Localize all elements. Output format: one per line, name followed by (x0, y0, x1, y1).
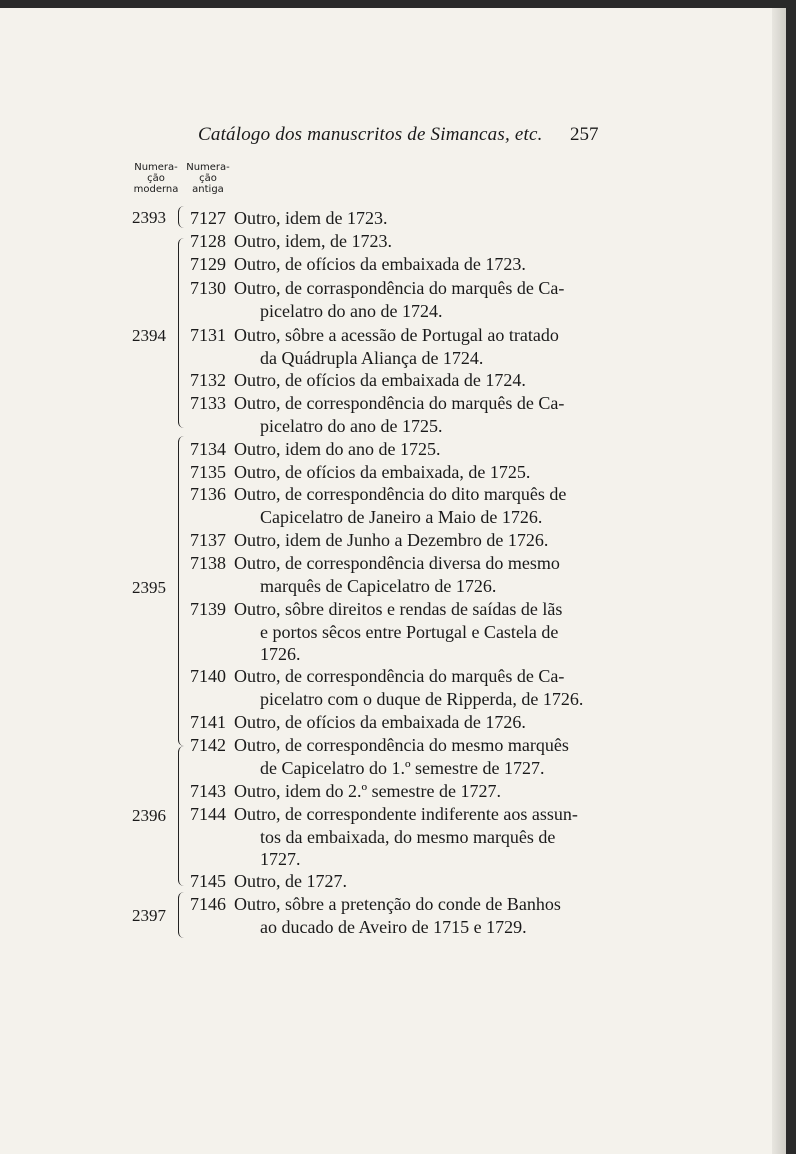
entry-text-line: da Quádrupla Aliança de 1724. (260, 347, 484, 368)
entry-number: 7141 (190, 712, 226, 732)
catalog-entry (190, 207, 610, 230)
catalog-entry (190, 711, 610, 734)
entry-text-line: Outro, de correspondência do marquês de Ca- (234, 393, 565, 413)
entry-number: 7142 (190, 735, 226, 755)
group-number: 2394 (132, 326, 166, 345)
catalog-entry (190, 277, 610, 322)
entry-text-line: picelatro com o duque de Ripperda, de 1726. (260, 688, 584, 709)
entry-text-line: Outro, de correspondência do dito marquês de (234, 484, 567, 504)
catalog-entry (190, 324, 610, 369)
column-header-old (184, 162, 232, 195)
entry-number: 7134 (190, 439, 226, 459)
entry-text-line: Outro, idem, de 1723. (234, 231, 392, 251)
group-brace (178, 436, 187, 746)
entry-number: 7127 (190, 208, 226, 228)
entry-number: 7128 (190, 231, 226, 251)
entry-text-line: 1727. (260, 849, 301, 869)
catalog-entry (190, 230, 610, 253)
entry-text-line: marquês de Capicelatro de 1726. (260, 575, 497, 596)
entry-number: 7145 (190, 871, 226, 891)
group-brace (178, 892, 187, 938)
entry-text-line: e portos sêcos entre Portugal e Castela de (260, 621, 559, 642)
catalog-entry (190, 438, 610, 461)
column-header-old-line: Numera- (186, 162, 230, 173)
running-title: Catálogo dos manuscritos de Simancas, etc. (198, 124, 543, 145)
entry-number: 7140 (190, 666, 226, 686)
group-number: 2395 (132, 578, 166, 597)
entry-number: 7132 (190, 370, 226, 390)
entry-text-line: Outro, idem do ano de 1725. (234, 439, 441, 459)
entry-text-line: Outro, de correspondência do mesmo marquês (234, 735, 569, 755)
group-brace (178, 206, 187, 228)
book-page (0, 8, 786, 1154)
entry-number: 7137 (190, 530, 226, 550)
entry-text-line: Outro, sôbre direitos e rendas de saídas de lãs (234, 599, 563, 619)
catalog-entry (190, 369, 610, 392)
entry-number: 7143 (190, 781, 226, 801)
catalog-entry (190, 461, 610, 484)
entry-number: 7133 (190, 393, 226, 413)
entry-text-line: Outro, sôbre a acessão de Portugal ao tratado (234, 325, 559, 345)
catalog-entry (190, 870, 610, 893)
catalog-entry (190, 893, 610, 938)
entry-text-line: Outro, de ofícios da embaixada de 1723. (234, 254, 526, 274)
entry-number: 7136 (190, 484, 226, 504)
page-number: 257 (570, 124, 599, 145)
group-brace (178, 746, 187, 886)
entry-number: 7135 (190, 462, 226, 482)
entry-text-line: Outro, idem de 1723. (234, 208, 388, 228)
group-number: 2397 (132, 906, 166, 925)
column-header-modern (130, 162, 182, 195)
entry-number: 7139 (190, 599, 226, 619)
catalog-entry (190, 529, 610, 552)
entry-text-line: Outro, de correspondência diversa do mesmo (234, 553, 560, 573)
entry-text-line: de Capicelatro do 1.º semestre de 1727. (260, 757, 545, 778)
entry-number: 7131 (190, 325, 226, 345)
entry-number: 7130 (190, 278, 226, 298)
entry-number: 7144 (190, 804, 226, 824)
page-edge (772, 8, 786, 1154)
entry-text-line: ao ducado de Aveiro de 1715 e 1729. (260, 916, 527, 937)
column-header-modern-line: Numera- (134, 162, 178, 173)
entry-text-line: Capicelatro de Janeiro a Maio de 1726. (260, 506, 543, 527)
entry-text-line: Outro, de correspondente indiferente aos assun- (234, 804, 578, 824)
group-brace (178, 238, 187, 428)
column-header-modern-line: ção (147, 173, 165, 184)
catalog-entry (190, 803, 610, 871)
column-header-old-line: antiga (192, 184, 224, 195)
group-number: 2396 (132, 806, 166, 825)
catalog-entry (190, 392, 610, 437)
entry-text-line: picelatro do ano de 1725. (260, 415, 443, 436)
catalog-entry (190, 734, 610, 779)
column-header-old-line: ção (199, 173, 217, 184)
entry-text-line: Outro, de ofícios da embaixada de 1726. (234, 712, 526, 732)
entry-text-line: Outro, sôbre a pretenção do conde de Banhos (234, 894, 561, 914)
entry-number: 7129 (190, 254, 226, 274)
entry-text-line: Outro, de corraspondência do marquês de Ca- (234, 278, 565, 298)
entry-text-line: picelatro do ano de 1724. (260, 300, 443, 321)
catalog-entry (190, 253, 610, 276)
entry-text-line: Outro, de 1727. (234, 871, 347, 891)
entry-text-line: Outro, de ofícios da embaixada, de 1725. (234, 462, 531, 482)
entry-number: 7138 (190, 553, 226, 573)
entry-text-line: Outro, de correspondência do marquês de Ca- (234, 666, 565, 686)
group-number: 2393 (132, 208, 166, 227)
catalog-entry (190, 780, 610, 803)
entry-text-line: Outro, idem de Junho a Dezembro de 1726. (234, 530, 549, 550)
entry-text-line: Outro, idem do 2.º semestre de 1727. (234, 781, 502, 801)
catalog-entry (190, 665, 610, 710)
catalog-entry (190, 483, 610, 528)
entry-text-line: Outro, de ofícios da embaixada de 1724. (234, 370, 526, 390)
entry-number: 7146 (190, 894, 226, 914)
entry-text-line: 1726. (260, 644, 301, 664)
catalog-entry (190, 598, 610, 666)
column-header-modern-line: moderna (133, 184, 179, 195)
catalog-entry (190, 552, 610, 597)
entry-text-line: tos da embaixada, do mesmo marquês de (260, 826, 556, 847)
